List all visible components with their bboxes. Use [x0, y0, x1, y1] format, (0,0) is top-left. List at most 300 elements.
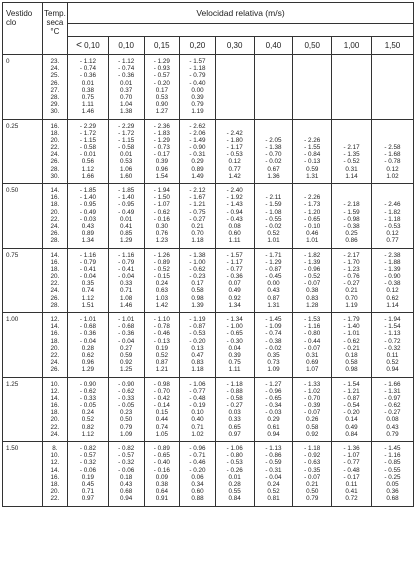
pmv-value: - 1.43 [226, 201, 243, 209]
pmv-value: - 0.32 [384, 344, 401, 352]
pmv-value: - 1.18 [304, 445, 321, 452]
pmv-value: 0.47 [191, 351, 204, 359]
temp-value: 18. [50, 129, 60, 137]
pmv-value: 0.87 [267, 294, 280, 302]
pmv-value: 0.89 [81, 230, 95, 238]
temp-value: 28. [50, 301, 60, 309]
pmv-value: - 1.66 [384, 380, 401, 388]
pmv-value: - 0.79 [118, 258, 135, 266]
pmv-value: - 1.83 [153, 129, 170, 137]
pmv-value [255, 187, 293, 194]
pmv-value: - 0.90 [118, 380, 135, 388]
pmv-value: - 1.54 [343, 380, 360, 388]
pmv-value: - 1.20 [304, 208, 321, 216]
pmv-value: - 1.67 [189, 194, 206, 202]
temp-value: 25. [50, 72, 60, 80]
temp-value: 18. [50, 480, 60, 488]
pmv-value: - 0.33 [79, 394, 96, 402]
pmv-value: - 1.34 [226, 316, 243, 323]
pmv-value: - 0.82 [118, 445, 135, 452]
pmv-value: 0.62 [386, 294, 399, 302]
pmv-value: 1.07 [306, 366, 319, 374]
velocity-col-2 [144, 377, 180, 442]
pmv-value: - 0.04 [118, 273, 135, 281]
pmv-value: - 0.42 [153, 394, 170, 402]
pmv-value: - 0.96 [189, 445, 206, 452]
pmv-value: - 1.45 [384, 445, 401, 452]
pmv-value: 0.17 [155, 86, 168, 94]
clo-value: 0.25 [3, 119, 43, 184]
temp-value: 12. [50, 387, 60, 395]
pmv-value: 0.08 [386, 416, 399, 424]
pmv-value: 0.11 [386, 351, 399, 359]
pmv-value: - 2.26 [304, 136, 321, 144]
pmv-value: - 1.39 [384, 265, 401, 273]
velocity-col-5 [254, 313, 293, 378]
pmv-value: - 1.12 [118, 58, 135, 65]
pmv-value: 0.09 [155, 473, 168, 481]
pmv-value: - 0.27 [343, 280, 360, 288]
temp-value: 8. [52, 445, 58, 452]
temp-cell [42, 377, 67, 442]
pmv-value: - 1.59 [343, 208, 360, 216]
temp-value: 24. [50, 65, 60, 73]
pmv-value: 0.24 [267, 480, 280, 488]
pmv-value: - 1.94 [153, 187, 170, 194]
pmv-value: - 1.70 [343, 258, 360, 266]
pmv-value: 0.33 [120, 280, 133, 288]
pmv-value: 1.42 [155, 301, 168, 309]
temp-value: 22. [50, 280, 60, 288]
pmv-value: - 0.19 [189, 402, 206, 410]
header-spacer [67, 24, 413, 37]
pmv-value: 0.75 [228, 359, 241, 367]
pmv-value: 0.52 [81, 416, 95, 424]
temp-cell [42, 248, 67, 313]
pmv-value: - 1.01 [343, 330, 360, 338]
pmv-value: - 1.13 [384, 330, 401, 338]
pmv-value: 0.71 [191, 423, 204, 431]
pmv-value: - 0.86 [265, 452, 282, 460]
pmv-value: - 0.16 [153, 466, 170, 474]
pmv-value: - 1.18 [226, 380, 243, 388]
pmv-value: 1.11 [82, 101, 94, 109]
pmv-value: - 0.98 [343, 215, 360, 223]
pmv-value: - 2.17 [343, 144, 360, 152]
pmv-value: 1.46 [81, 108, 95, 116]
velocity-col-0 [67, 248, 108, 313]
temp-value: 30. [50, 172, 60, 180]
pmv-value: 0.84 [228, 495, 241, 503]
velocity-col-5 [254, 184, 293, 249]
pmv-value: 0.60 [228, 230, 241, 238]
pmv-value: 0.97 [81, 495, 95, 503]
temp-value: 16. [50, 122, 60, 130]
clo-value: 0 [3, 55, 43, 120]
pmv-value: 1.49 [191, 172, 204, 180]
pmv-value: 0.43 [120, 480, 133, 488]
velocity-col-3 [180, 377, 216, 442]
pmv-value: - 1.16 [384, 452, 401, 460]
pmv-value: 0.01 [120, 79, 133, 87]
temp-value: 20. [50, 273, 60, 281]
pmv-value: - 0.20 [343, 409, 360, 417]
pmv-value: 0.35 [81, 280, 95, 288]
pmv-value: - 1.12 [79, 58, 96, 65]
temp-value: 14. [50, 394, 60, 402]
pmv-value: - 0.17 [343, 473, 360, 481]
pmv-value: 0.62 [81, 351, 95, 359]
temp-value: 22. [50, 144, 60, 152]
pmv-value: - 1.82 [304, 251, 321, 259]
pmv-value: 0.05 [386, 480, 399, 488]
pmv-value: - 1.50 [153, 194, 170, 202]
velocity-col-8 [371, 377, 413, 442]
pmv-value: - 0.59 [265, 459, 282, 467]
pmv-value: - 1.40 [118, 194, 135, 202]
pmv-value: 0.30 [155, 222, 168, 230]
pmv-value [255, 123, 293, 130]
pmv-value: 0.27 [120, 344, 133, 352]
pmv-value: 1.12 [81, 294, 95, 302]
pmv-value: 0.96 [155, 165, 168, 173]
pmv-value: 0.29 [267, 416, 280, 424]
pmv-value: 0.06 [191, 473, 204, 481]
pmv-value: 1.02 [191, 430, 204, 438]
pmv-value: - 1.72 [118, 129, 135, 137]
pmv-value: 0.69 [306, 359, 319, 367]
pmv-value: - 0.77 [343, 459, 360, 467]
temp-cell [42, 119, 67, 184]
pmv-value: 0.28 [81, 344, 95, 352]
pmv-value: - 0.70 [153, 387, 170, 395]
velocity-col-4 [215, 442, 254, 507]
pmv-value: - 0.10 [304, 222, 321, 230]
pmv-value: - 1.82 [384, 208, 401, 216]
velocity-col-5 [254, 55, 293, 120]
pmv-value: 0.44 [155, 416, 168, 424]
pmv-value: 0.59 [306, 165, 319, 173]
velocity-col-1 [108, 442, 144, 507]
pmv-value: 1.01 [306, 237, 319, 245]
velocity-col-5 [254, 248, 293, 313]
clo-group-row [3, 313, 414, 378]
temp-value: 20. [50, 136, 60, 144]
pmv-value: 1.05 [155, 430, 168, 438]
pmv-value: - 0.36 [79, 330, 96, 338]
pmv-value: 1.09 [120, 430, 133, 438]
pmv-value: 0.12 [386, 287, 399, 295]
pmv-value: 0.35 [267, 351, 280, 359]
pmv-value: 0.65 [228, 423, 241, 431]
velocity-col-1 [108, 248, 144, 313]
pmv-value: 0.01 [120, 151, 133, 159]
pmv-value: 0.68 [386, 495, 399, 503]
temp-value: 26. [50, 79, 60, 87]
pmv-value: - 0.79 [189, 72, 206, 80]
pmv-value: 0.49 [228, 287, 241, 295]
temp-value: 20. [50, 208, 60, 216]
velocity-col-3 [180, 184, 216, 249]
clo-group-row [3, 377, 414, 442]
pmv-value: 0.21 [191, 222, 204, 230]
pmv-value: 1.31 [267, 301, 280, 309]
pmv-value: - 1.38 [189, 251, 206, 259]
pmv-value: 0.84 [345, 430, 358, 438]
pmv-value: 0.77 [228, 165, 241, 173]
pmv-value: - 0.58 [226, 394, 243, 402]
pmv-value: 0.91 [155, 495, 168, 503]
velocity-col-1 [108, 313, 144, 378]
pmv-value: 0.29 [191, 158, 204, 166]
velocity-col-7 [332, 119, 372, 184]
pmv-value: - 1.16 [118, 251, 135, 259]
pmv-value: - 0.36 [118, 330, 135, 338]
col-header-4: 0,30 [215, 37, 254, 55]
pmv-value: - 1.29 [153, 58, 170, 65]
velocity-col-0 [67, 442, 108, 507]
pmv-value: - 0.31 [265, 466, 282, 474]
pmv-value: - 0.63 [304, 459, 321, 467]
pmv-value: 0.86 [345, 237, 358, 245]
pmv-value: - 0.03 [265, 409, 282, 417]
pmv-value: - 0.36 [226, 273, 243, 281]
pmv-value: - 0.04 [79, 337, 96, 345]
pmv-value: 0.53 [155, 93, 168, 101]
pmv-value: 0.24 [155, 280, 168, 288]
pmv-value: - 1.01 [79, 316, 96, 323]
pmv-value: - 1.09 [265, 323, 282, 331]
col-header-6: 0,50 [293, 37, 332, 55]
pmv-value: 0.74 [81, 287, 95, 295]
pmv-value: 0.00 [267, 280, 280, 288]
clo-group-row [3, 442, 414, 507]
pmv-value: 0.96 [81, 359, 95, 367]
pmv-value [332, 187, 371, 194]
pmv-value: 0.07 [228, 280, 241, 288]
pmv-value: 0.52 [386, 359, 399, 367]
pmv-value: 0.38 [81, 86, 95, 94]
pmv-value: 0.18 [120, 473, 133, 481]
temp-value: 24. [50, 222, 60, 230]
pmv-value: - 1.17 [226, 144, 243, 152]
pmv-value: - 0.95 [79, 201, 96, 209]
pmv-value: - 0.78 [153, 323, 170, 331]
pmv-value [255, 130, 293, 137]
temp-value: 16. [50, 194, 60, 202]
pmv-value: - 0.70 [265, 151, 282, 159]
pmv-value: - 2.58 [384, 144, 401, 152]
pmv-value [293, 123, 331, 130]
pmv-value: - 0.89 [153, 258, 170, 266]
velocity-col-2 [144, 313, 180, 378]
pmv-value: - 2.29 [118, 122, 135, 130]
velocity-col-0 [67, 55, 108, 120]
velocity-col-6 [293, 377, 332, 442]
temp-value: 27. [50, 86, 60, 94]
pmv-value: - 0.65 [304, 215, 321, 223]
pmv-value: 0.61 [267, 423, 280, 431]
pmv-value: 0.25 [345, 230, 358, 238]
pmv-value: 0.38 [306, 287, 319, 295]
pmv-value: 0.98 [191, 294, 204, 302]
pmv-value: 0.39 [228, 351, 241, 359]
pmv-value: - 1.38 [265, 144, 282, 152]
pmv-value: 0.12 [228, 158, 241, 166]
pmv-value: - 0.27 [189, 215, 206, 223]
pmv-value: - 0.38 [384, 280, 401, 288]
pmv-value: - 1.53 [304, 316, 321, 323]
pmv-value: - 2.11 [265, 194, 282, 202]
pmv-value: 0.26 [306, 416, 319, 424]
pmv-value: 0.19 [155, 344, 168, 352]
clo-value: 0.75 [3, 248, 43, 313]
velocity-col-2 [144, 442, 180, 507]
temp-value: 14. [50, 187, 60, 194]
pmv-value: - 1.23 [343, 265, 360, 273]
pmv-value: 0.01 [81, 79, 95, 87]
pmv-value: - 0.62 [79, 387, 96, 395]
pmv-value: - 0.55 [384, 466, 401, 474]
pmv-value: - 0.07 [304, 409, 321, 417]
pmv-value: 0.68 [120, 488, 133, 496]
velocity-col-6 [293, 313, 332, 378]
pmv-value: - 0.76 [343, 273, 360, 281]
pmv-value [372, 194, 413, 201]
velocity-col-5 [254, 442, 293, 507]
velocity-col-8 [371, 248, 413, 313]
pmv-value: 0.58 [306, 423, 319, 431]
pmv-value: 0.64 [155, 488, 168, 496]
pmv-value: - 1.73 [304, 201, 321, 209]
pmv-value: 0.58 [345, 359, 358, 367]
pmv-value: - 0.20 [153, 79, 170, 87]
pmv-value: 0.92 [228, 294, 241, 302]
pmv-value [332, 123, 371, 130]
pmv-value: 0.23 [120, 409, 133, 417]
pmv-value: - 0.65 [265, 394, 282, 402]
pmv-value: - 0.05 [118, 402, 135, 410]
pmv-value: 0.40 [191, 416, 204, 424]
pmv-value: - 0.96 [304, 265, 321, 273]
pmv-value: 0.75 [81, 93, 95, 101]
velocity-col-1 [108, 55, 144, 120]
pmv-value: - 0.79 [79, 258, 96, 266]
pmv-value: 0.01 [120, 215, 133, 223]
velocity-col-2 [144, 248, 180, 313]
col-header-2: 0,15 [144, 37, 180, 55]
pmv-value: 0.41 [345, 488, 358, 496]
temp-value: 20. [50, 416, 60, 424]
pmv-value: 0.74 [155, 423, 168, 431]
pmv-value: 0.41 [120, 222, 133, 230]
pmv-value: 0.81 [267, 495, 280, 503]
pmv-value: - 1.26 [153, 251, 170, 259]
pmv-value: 1.23 [155, 237, 168, 245]
pmv-value: - 0.90 [79, 380, 96, 388]
pmv-value: 1.27 [155, 108, 168, 116]
temp-value: 12. [50, 459, 60, 467]
pmv-value: 0.12 [386, 165, 399, 173]
pmv-value: - 0.02 [265, 344, 282, 352]
pmv-value: - 1.31 [384, 387, 401, 395]
pmv-value: 1.29 [120, 237, 133, 245]
pmv-value: 1.11 [228, 366, 241, 374]
pmv-value: - 1.07 [153, 201, 170, 209]
temp-value: 29. [50, 101, 60, 109]
pmv-value: - 2.40 [226, 187, 243, 194]
pmv-value: 0.45 [81, 480, 95, 488]
clo-value: 1.50 [3, 442, 43, 507]
pmv-value: - 0.65 [153, 452, 170, 460]
pmv-value: - 1.02 [304, 387, 321, 395]
pmv-value: - 0.33 [118, 394, 135, 402]
pmv-value: 1.04 [120, 101, 133, 109]
pmv-value: 1.21 [155, 366, 168, 374]
pmv-value: 0.38 [155, 480, 168, 488]
pmv-value: - 0.26 [226, 466, 243, 474]
pmv-value: 0.52 [267, 230, 280, 238]
temp-value: 22. [50, 495, 60, 503]
pmv-value: - 2.06 [189, 129, 206, 137]
pmv-value: - 1.00 [226, 323, 243, 331]
temp-value: 28. [50, 165, 60, 173]
temp-value: 16. [50, 473, 60, 481]
pmv-value: 0.03 [228, 409, 241, 417]
pmv-value [372, 187, 413, 194]
temp-value: 10. [50, 380, 60, 388]
pmv-value: - 1.94 [384, 316, 401, 323]
temp-value: 23. [50, 58, 60, 65]
velocity-col-8 [371, 442, 413, 507]
pmv-value: 0.73 [267, 359, 280, 367]
pmv-value: - 0.93 [153, 65, 170, 73]
pmv-value: - 1.06 [189, 380, 206, 388]
temp-value: 26. [50, 294, 60, 302]
pmv-value: 0.50 [306, 488, 319, 496]
pmv-value: - 0.43 [226, 215, 243, 223]
pmv-value: - 1.68 [384, 151, 401, 159]
pmv-value: 0.18 [345, 351, 358, 359]
pmv-value: 0.28 [228, 480, 241, 488]
pmv-value: 0.17 [191, 280, 204, 288]
velocity-col-3 [180, 55, 216, 120]
pmv-value: - 0.03 [79, 215, 96, 223]
pmv-value: 0.52 [155, 351, 168, 359]
pmv-value: - 0.53 [226, 459, 243, 467]
pmv-value: 0.50 [120, 416, 133, 424]
velocity-col-8 [371, 119, 413, 184]
pmv-value: - 0.77 [189, 387, 206, 395]
pmv-value: - 0.49 [79, 208, 96, 216]
pmv-value: 0.83 [306, 294, 319, 302]
pmv-value: 0.82 [81, 423, 95, 431]
velocity-col-7 [332, 248, 372, 313]
pmv-value: - 1.13 [265, 445, 282, 452]
pmv-value: 1.18 [191, 366, 204, 374]
velocity-col-8 [371, 184, 413, 249]
pmv-value: - 1.21 [189, 201, 206, 209]
temp-value: 26. [50, 158, 60, 166]
pmv-value: 0.77 [386, 237, 399, 245]
pmv-value: - 1.85 [118, 187, 135, 194]
pmv-value: - 0.13 [153, 337, 170, 345]
pmv-value: - 2.36 [153, 122, 170, 130]
temp-value: 16. [50, 402, 60, 410]
pmv-value: - 0.30 [226, 337, 243, 345]
velocity-col-7 [332, 55, 372, 120]
pmv-value: - 0.87 [265, 265, 282, 273]
